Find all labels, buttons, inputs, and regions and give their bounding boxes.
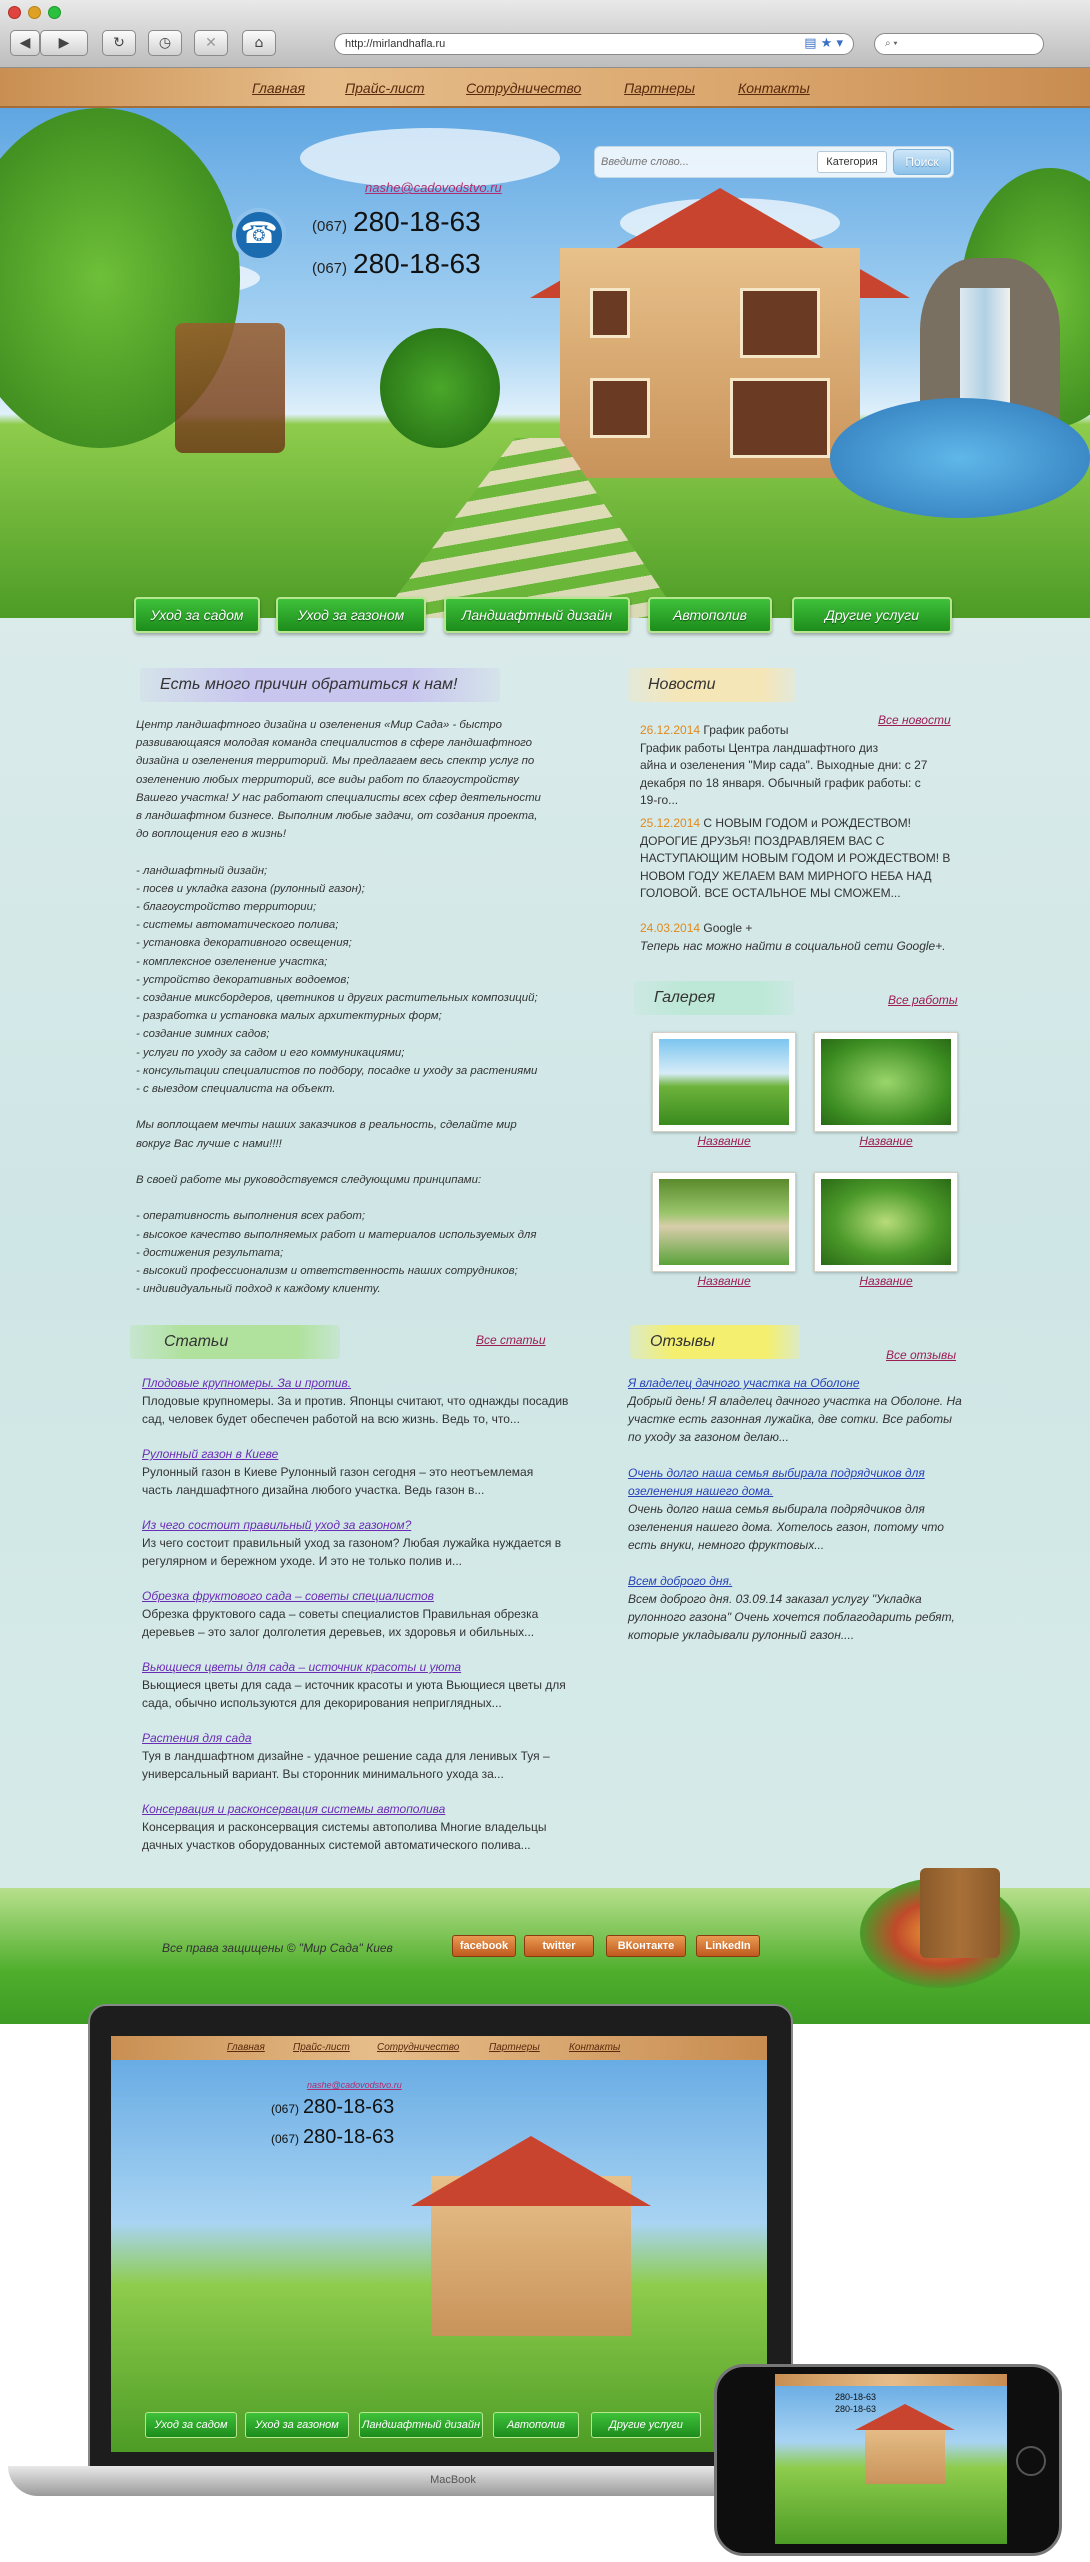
window <box>590 378 650 438</box>
home-button[interactable]: ⌂ <box>242 30 276 56</box>
search-button[interactable]: Поиск <box>893 149 951 175</box>
article-excerpt: Обрезка фруктового сада – советы специалистов Правильная обрезка деревьев – это залог долголетия деревьев, их здоровья и обильных... <box>142 1607 539 1639</box>
article-item <box>142 1800 592 1854</box>
news-title: Новости <box>628 668 796 702</box>
window <box>730 378 830 458</box>
article-title[interactable]: Рулонный газон в Киеве <box>142 1447 279 1461</box>
phone-code: (067) <box>312 260 348 277</box>
article-item <box>142 1729 592 1783</box>
all-news-link[interactable]: Все новости <box>878 713 951 727</box>
close-window-icon[interactable] <box>8 6 21 19</box>
phone-number: 280-18-63 <box>835 2392 877 2402</box>
intro-title: Есть много причин обратиться к нам! <box>140 668 500 702</box>
phone-code: (067) <box>271 2132 300 2146</box>
article-excerpt: Из чего состоит правильный уход за газоном? Любая лужайка нуждается в регулярном и бережном уходе. И это не только полив и... <box>142 1536 562 1568</box>
service-lawn-care[interactable]: Уход за газоном <box>276 597 426 633</box>
news-body: Теперь нас можно найти в социальной сети Google+. <box>640 938 946 953</box>
gallery-caption[interactable]: Название <box>697 1274 751 1288</box>
phone-value: 280-18-63 <box>353 206 481 237</box>
review-title[interactable]: Я владелец дачного участка на Оболоне <box>628 1376 860 1390</box>
laptop-service: Ландшафтный дизайн <box>359 2412 483 2438</box>
laptop-service: Уход за газоном <box>245 2412 349 2438</box>
house <box>560 248 860 478</box>
nav-price-list: Прайс-лист <box>293 2042 350 2053</box>
article-item <box>142 1374 592 1428</box>
laptop-roof <box>411 2136 651 2206</box>
news-item <box>640 722 980 810</box>
nav-contacts: Контакты <box>569 2042 621 2053</box>
category-select[interactable]: Категория <box>817 151 887 173</box>
laptop-screen <box>111 2036 767 2452</box>
news-headline[interactable]: С НОВЫМ ГОДОМ и РОЖДЕСТВОМ! <box>703 816 911 830</box>
reload-button[interactable]: ↻ <box>102 30 136 56</box>
top-navigation <box>0 68 1090 108</box>
window <box>590 288 630 338</box>
nav-partners[interactable]: Партнеры <box>624 80 695 96</box>
bushes <box>380 328 500 448</box>
maximize-window-icon[interactable] <box>48 6 61 19</box>
service-garden-care[interactable]: Уход за садом <box>134 597 260 633</box>
browser-search-field[interactable]: ⌕ ▾ <box>874 33 1044 55</box>
news-headline[interactable]: График работы <box>703 723 789 737</box>
laptop-service: Другие услуги <box>591 2412 701 2438</box>
gallery-caption[interactable]: Название <box>859 1134 913 1148</box>
nav-price-list[interactable]: Прайс-лист <box>345 80 425 96</box>
gallery-thumb-1[interactable] <box>652 1032 796 1132</box>
articles-title: Статьи <box>130 1325 340 1359</box>
phone-code: (067) <box>312 218 348 235</box>
service-auto-watering[interactable]: Автополив <box>648 597 772 633</box>
footer-fence <box>920 1868 1000 1958</box>
hero-banner <box>0 108 1090 618</box>
news-date: 25.12.2014 <box>640 816 701 830</box>
reviews-title: Отзывы <box>630 1325 800 1359</box>
phone-value: 280-18-63 <box>353 248 481 279</box>
linkedin-button[interactable]: LinkedIn <box>696 1935 760 1957</box>
review-title[interactable]: Всем доброго дня. <box>628 1574 733 1588</box>
stop-button[interactable]: ✕ <box>194 30 228 56</box>
all-reviews-link[interactable]: Все отзывы <box>886 1348 957 1362</box>
news-date: 24.03.2014 <box>640 921 701 935</box>
minimize-window-icon[interactable] <box>28 6 41 19</box>
gallery-thumb-4[interactable] <box>814 1172 958 1272</box>
phone-number-1 <box>312 206 481 238</box>
laptop-phone-1 <box>271 2096 394 2119</box>
phone-house <box>865 2424 945 2484</box>
phone-value: 280-18-63 <box>303 2126 395 2148</box>
article-item <box>142 1445 592 1499</box>
nav-contacts[interactable]: Контакты <box>738 80 810 96</box>
news-date: 26.12.2014 <box>640 723 701 737</box>
gallery-thumb-2[interactable] <box>814 1032 958 1132</box>
review-item <box>628 1374 978 1446</box>
laptop-service: Уход за садом <box>145 2412 237 2438</box>
phone-value: 280-18-63 <box>303 2096 395 2118</box>
service-other[interactable]: Другие услуги <box>792 597 952 633</box>
news-body: ДОРОГИЕ ДРУЗЬЯ! ПОЗДРАВЛЯЕМ ВАС С НАСТУПАЮЩИМ НОВЫМ ГОДОМ И РОЖДЕСТВОМ! В НОВОМ ГОДУ ЖЕЛАЕМ ВАМ МИРНОГО НЕБА НАД ГОЛОВОЙ. ВСЕ ОСТАЛЬНОЕ МЫ СМОЖЕМ... <box>640 833 951 900</box>
article-excerpt: Консервация и расконсервация системы автополива Многие владельцы дачных участков оборудованных системой автоматического полива... <box>142 1820 547 1852</box>
url-text: http://mirlandhafla.ru <box>345 38 446 50</box>
all-works-link[interactable]: Все работы <box>888 993 958 1007</box>
history-button[interactable]: ◷ <box>148 30 182 56</box>
gallery-title: Галерея <box>634 981 794 1015</box>
news-item <box>640 920 980 955</box>
site-search <box>594 146 954 178</box>
news-headline[interactable]: Google + <box>703 921 753 935</box>
vkontakte-button[interactable]: ВКонтакте <box>606 1935 686 1957</box>
nav-home[interactable]: Главная <box>252 80 305 96</box>
news-body: График работы Центра ландшафтного диз айна и озеленения "Мир сада". Выходные дни: с 27 декабря по 18 января. Обычный график работы: с 19-го... <box>640 740 928 807</box>
all-articles-link[interactable]: Все статьи <box>476 1333 546 1347</box>
intro-text: Центр ландшафтного дизайна и озеленения «Мир Сада» - быстро развивающаяся молодая команда специалистов в сфере ландшафтного дизайна и озеленения территорий. Мы предлагаем весь спектр услуг по озеленению любых территорий, все виды работ по благоустройству Вашего участка! У нас работают специалисты всех сфер деятельности в ландшафтном бизнесе. Выполним любые задачи, от создания проекта, до воплощения его в жизнь! - ландшафтный дизайн; - посев и укладка газона (рулонный газон); - благоустройство территории; - системы автоматического полива; - установка декоративного освещения; - комплексное озеленение участка; - устройство декоративных водоемов; - создание миксбордеров, цветников и других растительных композиций; - разработка и установка малых архитектурных форм; - создание зимних садов; - услуги по уходу за садом и его коммуникациями; - консультации специалистов по подбору, посадке и уходу за растениями - с выездом специалиста на объект. Мы воплощаем мечты наших заказчиков в реальность, сделайте мир вокруг Вас лучше с нами!!!! В своей работе мы руководствуемся следующими принципами: - оперативность выполнения всех работ; - высокое качество выполняемых работ и материалов используемых для - достижения результата; - высокий профессионализм и ответственность наших сотрудников; - индивидуальный подход к каждому клиенту. <box>136 719 541 1296</box>
nav-home: Главная <box>227 2042 265 2053</box>
nav-partners: Партнеры <box>489 2042 540 2053</box>
laptop-nav <box>111 2036 767 2060</box>
laptop-label: MacBook <box>430 2474 476 2486</box>
twitter-button[interactable]: twitter <box>524 1935 594 1957</box>
laptop-email: nashe@cadovodstvo.ru <box>307 2080 402 2090</box>
phone-screen <box>775 2374 1007 2544</box>
review-excerpt: Всем доброго дня. 03.09.14 заказал услугу "Укладка рулонного газона" Очень хочется поблагодарить ребят, которые укладывали рулонный газон.... <box>628 1592 955 1642</box>
article-title[interactable]: Вьющиеся цветы для сада – источник красоты и уюта <box>142 1660 462 1674</box>
article-title[interactable]: Из чего состоит правильный уход за газоном? <box>142 1518 412 1532</box>
article-excerpt: Вьющиеся цветы для сада – источник красоты и уюта Вьющиеся цветы для сада, обычно используются для декорирования неприглядных... <box>142 1678 566 1710</box>
cloud <box>300 128 560 188</box>
article-item <box>142 1587 592 1641</box>
phone-icon: ☎ <box>232 208 286 262</box>
browser-chrome <box>0 0 1090 68</box>
article-item <box>142 1516 592 1570</box>
phone-number-2 <box>312 248 481 280</box>
phone-number: 280-18-63 <box>835 2404 877 2414</box>
laptop-phone-2 <box>271 2126 394 2149</box>
gazebo <box>175 323 285 453</box>
review-excerpt: Очень долго наша семья выбирала подрядчиков для озеленения нашего дома. Хотелось газон, потому что есть внуки, немного фруктовых... <box>628 1502 944 1552</box>
phone-code: (067) <box>271 2102 300 2116</box>
forward-button[interactable]: ▶ <box>40 30 88 56</box>
phone-nav <box>775 2374 1007 2386</box>
news-item <box>640 815 980 903</box>
review-item <box>628 1464 978 1554</box>
laptop-service: Автополив <box>493 2412 579 2438</box>
nav-cooperation[interactable]: Сотрудничество <box>466 80 582 96</box>
phone-home-button <box>1016 2446 1046 2476</box>
address-bar[interactable] <box>334 33 854 55</box>
gallery-thumb-3[interactable] <box>652 1172 796 1272</box>
nav-cooperation: Сотрудничество <box>377 2042 460 2053</box>
review-excerpt: Добрый день! Я владелец дачного участка на Оболоне. На участке есть газонная лужайка, две сотки. Все работы по уходу за газоном делаю... <box>628 1394 962 1444</box>
article-title[interactable]: Плодовые крупномеры. За и против. <box>142 1376 352 1390</box>
review-title[interactable]: Очень долго наша семья выбирала подрядчиков для озеленения нашего дома. <box>628 1466 925 1498</box>
contact-email[interactable]: nashe@cadovodstvo.ru <box>365 180 502 195</box>
back-button[interactable]: ◀ <box>10 30 40 56</box>
window <box>740 288 820 358</box>
search-input[interactable] <box>601 152 813 172</box>
review-item <box>628 1572 978 1644</box>
article-title[interactable]: Обрезка фруктового сада – советы специалистов <box>142 1589 434 1603</box>
article-title[interactable]: Растения для сада <box>142 1731 252 1745</box>
gallery-caption[interactable]: Название <box>697 1134 751 1148</box>
article-excerpt: Рулонный газон в Киеве Рулонный газон сегодня – это неотъемлемая часть ландшафтного дизайна любого участка. Ведь газон в... <box>142 1465 534 1497</box>
copyright: Все права защищены © "Мир Сада" Киев <box>162 1941 393 1955</box>
service-landscape-design[interactable]: Ландшафтный дизайн <box>444 597 630 633</box>
article-item <box>142 1658 592 1712</box>
rss-bookmark-icon[interactable]: ▤ ★ ▾ <box>804 36 843 51</box>
article-excerpt: Плодовые крупномеры. За и против. Японцы считают, что однажды посадив сад, человек будет обеспечен работой на всю жизнь. Ведь то, что... <box>142 1394 569 1426</box>
article-excerpt: Туя в ландшафтном дизайне - удачное решение сада для ленивых Туя – универсальный вариант. Вы сторонник минимального ухода за... <box>142 1749 550 1781</box>
website <box>0 68 1090 2024</box>
article-title[interactable]: Консервация и расконсервация системы автополива <box>142 1802 446 1816</box>
gallery-caption[interactable]: Название <box>859 1274 913 1288</box>
pond <box>830 398 1090 518</box>
facebook-button[interactable]: facebook <box>452 1935 516 1957</box>
